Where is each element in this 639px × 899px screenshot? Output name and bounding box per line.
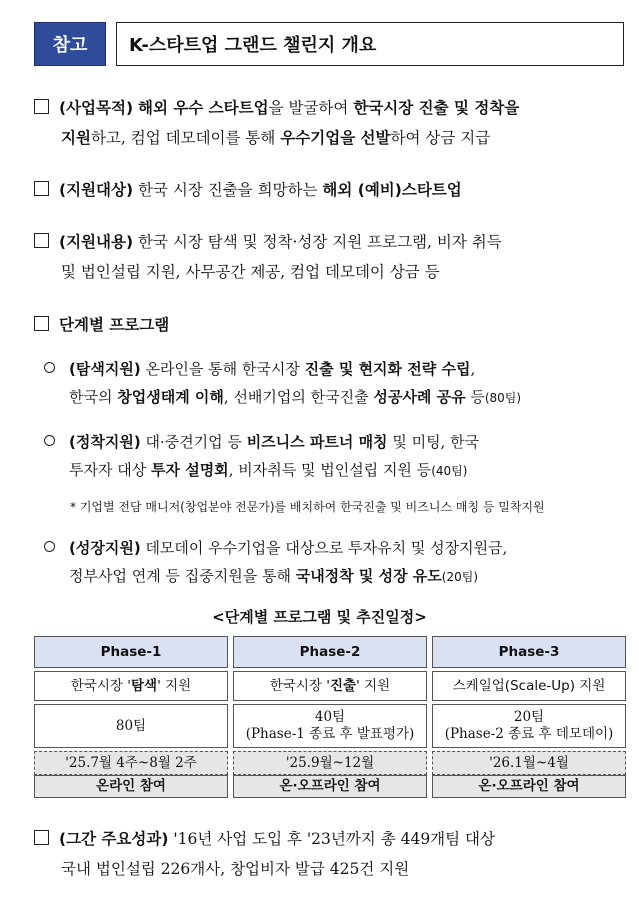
content-label: (지원내용) [59,233,134,251]
results-text: '16년 사업 도입 후 '23년까지 총 449개팀 대상 [168,830,495,848]
growth-label: (성장지원) [69,539,141,557]
target-highlight: 해외 (예비)스타트업 [322,181,462,199]
target-paragraph [34,175,626,205]
circle-bullet-icon [44,541,55,552]
program-label: 단계별 프로그램 [59,316,170,334]
settle-text: , 비자취득 및 법인설립 지원 등 [228,461,432,479]
purpose-highlight: 우수기업을 선발 [280,129,391,147]
explore-item [44,355,628,412]
phase-table [34,636,626,798]
results-text: 국내 법인설립 226개사, 창업비자 발급 425건 지원 [61,860,410,878]
explore-text: 한국의 [69,388,118,406]
checkbox-square-icon [34,181,49,196]
reference-tag: 참고 [34,22,106,66]
phase-teams [432,704,626,748]
phase-mode: 온라인 참여 [34,775,228,798]
settle-label: (정착지원) [69,433,141,451]
purpose-text: 하고, 컴업 데모데이를 통해 [90,129,281,147]
explore-text: 등 [465,388,485,406]
checkbox-square-icon [34,316,49,331]
settle-text: 대·중견기업 등 [140,433,247,451]
phase-mode: 온·오프라인 참여 [233,775,427,798]
results-label: (그간 주요성과) [59,830,169,848]
phase-header: Phase-1 [34,636,228,668]
phase-support-text: ' 지원 [157,677,192,694]
checkbox-square-icon [34,830,49,845]
settle-highlight: 투자 설명회 [151,461,229,479]
phase-column [34,636,228,798]
circle-bullet-icon [44,362,55,373]
page-title: K-스타트업 그랜드 챌린지 개요 [116,22,624,66]
content-paragraph [34,227,626,287]
explore-highlight: 성공사례 공유 [373,388,466,406]
explore-text: , [470,360,476,378]
explore-count: (80팀) [484,391,522,405]
phase-schedule: '25.7월 4주~8월 2주 [34,751,228,775]
growth-count: (20팀) [441,570,479,584]
explore-highlight: 창업생태계 이해 [117,388,224,406]
content-text: 한국 시장 탐색 및 정착·성장 지원 프로그램, 비자 취득 [133,233,502,251]
checkbox-square-icon [34,233,49,248]
purpose-text: 을 발굴하여 [268,99,354,117]
phase-header: Phase-2 [233,636,427,668]
phase-header: Phase-3 [432,636,626,668]
settle-text: 투자자 대상 [69,461,151,479]
checkbox-square-icon [34,99,49,114]
phase-support-text: 한국시장 ' [70,677,131,694]
circle-bullet-icon [44,435,55,446]
program-heading [34,310,626,340]
purpose-highlight: 해외 우수 스타트업 [138,99,269,117]
footnote: * 기업별 전담 매니저(창업분야 전문가)를 배치하여 한국진출 및 비즈니스 매칭 등 밀착지원 [70,500,545,514]
results-paragraph [34,824,626,884]
phase-support-highlight: 진출 [329,677,357,694]
settle-item [44,428,628,485]
phase-team-note: (Phase-1 종료 후 발표평가) [245,726,415,742]
phase-team-count: 80팀 [115,717,147,734]
explore-text: , 선배기업의 한국진출 [223,388,374,406]
growth-text: 데모데이 우수기업을 대상으로 투자유치 및 성장지원금, [140,539,508,557]
purpose-label: (사업목적) [59,99,134,117]
purpose-highlight: 한국시장 진출 및 정착을 [353,99,520,117]
phase-teams [34,704,228,748]
settle-text: 및 미팅, 한국 [387,433,480,451]
phase-support-highlight: 탐색 [130,677,158,694]
growth-highlight: 국내정착 및 성장 유도 [295,567,442,585]
purpose-text: 하여 상금 지급 [390,129,491,147]
growth-text: 정부사업 연계 등 집중지원을 통해 [69,567,296,585]
growth-item [44,534,628,591]
phase-column [233,636,427,798]
target-label: (지원대상) [59,181,134,199]
phase-support-text: 한국시장 ' [269,677,330,694]
section-header [34,22,624,66]
phase-mode: 온·오프라인 참여 [432,775,626,798]
phase-column [432,636,626,798]
explore-label: (탐색지원) [69,360,141,378]
phase-team-count: 40팀 [314,709,346,725]
content-text: 및 법인설립 지원, 사무공간 제공, 컴업 데모데이 상금 등 [61,263,440,281]
phase-support-text: ' 지원 [356,677,391,694]
purpose-highlight: 지원 [61,129,91,147]
purpose-paragraph [34,93,626,153]
phase-support [34,671,228,701]
settle-count: (40팀) [431,464,468,478]
phase-support [233,671,427,701]
explore-highlight: 진출 및 현지화 전략 수립 [304,360,471,378]
settle-highlight: 비즈니스 파트너 매칭 [246,433,388,451]
phase-teams [233,704,427,748]
explore-text: 온라인을 통해 한국시장 [140,360,305,378]
phase-schedule: '26.1월~4월 [432,751,626,775]
table-caption: <단계별 프로그램 및 추진일정> [212,608,427,626]
target-text: 한국 시장 진출을 희망하는 [133,181,323,199]
phase-support [432,671,626,701]
phase-team-note: (Phase-2 종료 후 데모데이) [444,726,614,742]
phase-schedule: '25.9월~12월 [233,751,427,775]
phase-support-text: 스케일업(Scale-Up) 지원 [452,677,606,694]
phase-team-count: 20팀 [513,709,545,725]
